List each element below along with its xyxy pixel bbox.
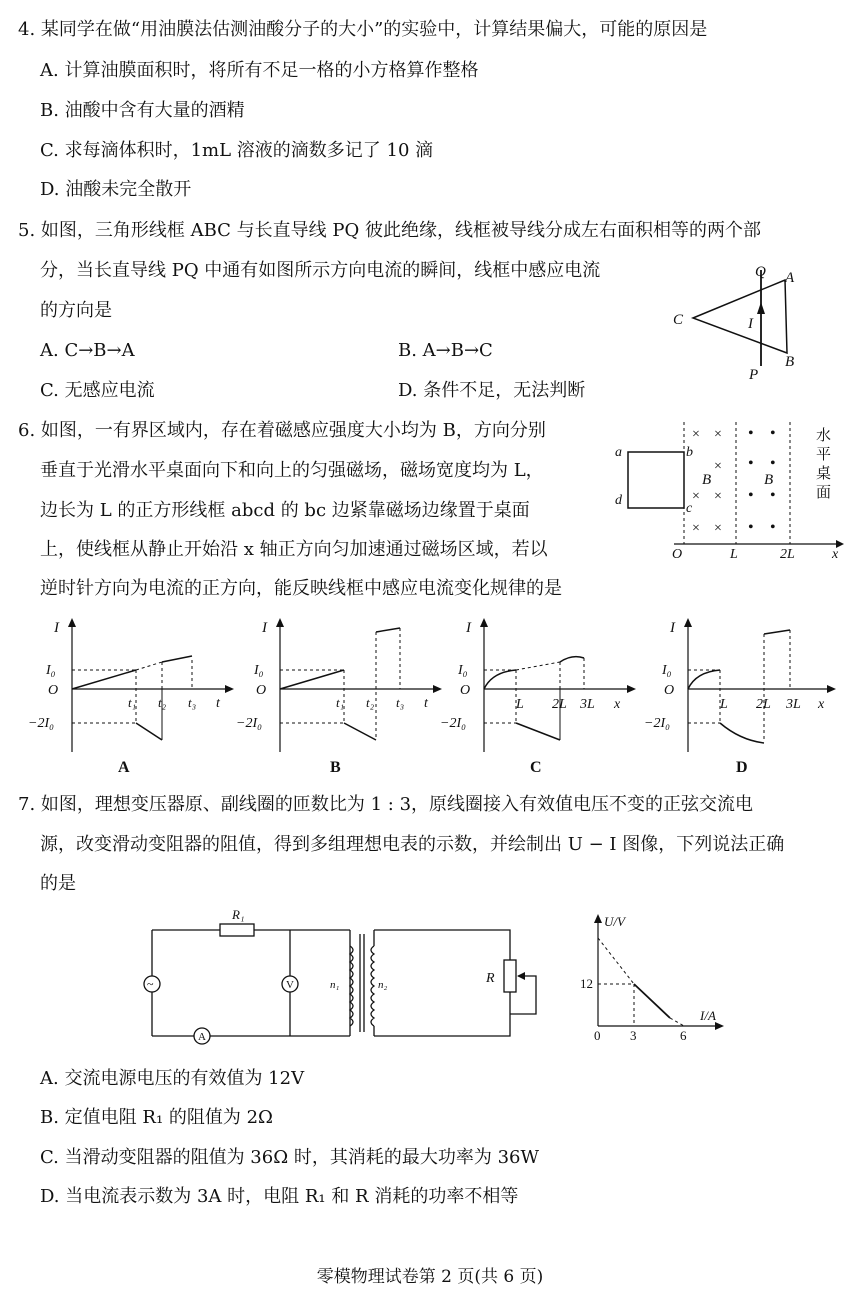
svg-text:R₁: R₁: [232, 907, 245, 922]
svg-text:•: •: [748, 425, 754, 442]
svg-text:12: 12: [580, 976, 593, 991]
q6-graphs: [28, 612, 840, 777]
q7-ui-graph: [580, 908, 730, 1048]
label-b: B: [785, 354, 795, 370]
label-2l: 2L: [780, 547, 795, 562]
q6-stem-line5: 逆时针方向为电流的正方向，能反映线框中感应电流变化规律的是: [40, 578, 562, 599]
graph-d: [644, 618, 836, 776]
svg-text:•: •: [748, 455, 754, 472]
svg-text:•: •: [770, 425, 776, 442]
svg-text:t₃: t₃: [396, 695, 405, 710]
svg-text:×: ×: [692, 521, 700, 536]
svg-text:R: R: [486, 971, 495, 986]
label-q: Q: [755, 264, 766, 280]
svg-text:L: L: [720, 697, 728, 712]
graph-c-label: C: [530, 759, 542, 776]
label-x: x: [832, 547, 839, 562]
label-c: C: [673, 312, 684, 328]
label-i: I: [748, 316, 753, 332]
svg-text:V: V: [286, 979, 294, 991]
svg-text:•: •: [748, 487, 754, 504]
svg-text:0: 0: [594, 1028, 601, 1043]
svg-text:•: •: [748, 519, 754, 536]
svg-text:×: ×: [714, 521, 722, 536]
svg-text:t: t: [216, 696, 220, 711]
svg-text:O: O: [256, 683, 267, 698]
svg-text:x: x: [614, 697, 621, 712]
q7-option-a: A. 交流电源电压的有效值为 12V: [40, 1068, 305, 1089]
svg-text:I₀: I₀: [254, 663, 264, 678]
q6-stem-line1: 6. 如图，一有界区域内，存在着磁感应强度大小均为 B，方向分别: [18, 420, 546, 441]
svg-text:3: 3: [630, 1028, 637, 1043]
graph-b-label: B: [330, 759, 341, 776]
label-d: d: [615, 493, 622, 508]
svg-text:6: 6: [680, 1028, 687, 1043]
svg-text:U/V: U/V: [604, 914, 625, 929]
label-b-field2: B: [764, 472, 774, 488]
svg-text:•: •: [770, 455, 776, 472]
svg-text:I: I: [466, 620, 471, 636]
svg-text:I: I: [262, 620, 267, 636]
q7-stem-line3: 的是: [40, 873, 76, 894]
label-a: A: [785, 270, 795, 286]
svg-text:x: x: [818, 697, 825, 712]
q6-field-figure: [610, 418, 850, 562]
q7-stem-line1: 7. 如图，理想变压器原、副线圈的匝数比为 1 : 3，原线圈接入有效值电压不变的正弦交流电: [18, 794, 754, 815]
svg-text:−2I₀: −2I₀: [440, 716, 466, 731]
graph-a: [28, 618, 234, 776]
svg-text:n₁: n₁: [330, 979, 340, 991]
graph-d-label: D: [736, 759, 748, 776]
svg-text:O: O: [460, 683, 471, 698]
svg-text:×: ×: [692, 489, 700, 504]
svg-text:−2I₀: −2I₀: [236, 716, 262, 731]
svg-text:~: ~: [147, 977, 154, 991]
svg-text:I₀: I₀: [46, 663, 56, 678]
q7-circuit: [140, 904, 560, 1049]
label-l: L: [730, 547, 738, 562]
q5-stem-line3: 的方向是: [40, 300, 112, 321]
svg-text:I: I: [54, 620, 59, 636]
svg-text:n₂: n₂: [378, 979, 388, 991]
q5-option-a: A. C→B→A: [40, 340, 135, 361]
q4-option-b: B. 油酸中含有大量的酒精: [40, 100, 245, 121]
svg-text:I: I: [670, 620, 675, 636]
svg-text:3L: 3L: [580, 697, 595, 712]
svg-text:I₀: I₀: [662, 663, 672, 678]
svg-text:•: •: [770, 519, 776, 536]
svg-text:2L: 2L: [552, 697, 567, 712]
q5-option-d: D. 条件不足，无法判断: [398, 380, 586, 401]
svg-text:t₁: t₁: [336, 695, 345, 710]
q4-option-c: C. 求每滴体积时，1mL 溶液的滴数多记了 10 滴: [40, 140, 434, 161]
svg-text:O: O: [48, 683, 59, 698]
svg-text:2L: 2L: [756, 697, 771, 712]
q6-stem-line3: 边长为 L 的正方形线框 abcd 的 bc 边紧靠磁场边缘置于桌面: [40, 500, 530, 521]
q6-stem-line4: 上，使线框从静止开始沿 x 轴正方向匀加速通过磁场区域，若以: [40, 539, 548, 560]
svg-text:3L: 3L: [786, 697, 801, 712]
svg-text:t₂: t₂: [158, 695, 167, 710]
svg-text:t₃: t₃: [188, 695, 197, 710]
q7-stem-line2: 源，改变滑动变阻器的阻值，得到多组理想电表的示数，并绘制出 U − I 图像，下列说法正确: [40, 834, 785, 855]
page-footer: 零模物理试卷第 2 页(共 6 页): [316, 1267, 544, 1287]
q4-option-a: A. 计算油膜面积时，将所有不足一格的小方格算作整格: [40, 60, 479, 81]
svg-text:t₂: t₂: [366, 695, 375, 710]
q7-option-d: D. 当电流表示数为 3A 时，电阻 R₁ 和 R 消耗的功率不相等: [40, 1186, 519, 1207]
svg-text:•: •: [770, 487, 776, 504]
svg-text:−2I₀: −2I₀: [28, 716, 54, 731]
svg-text:A: A: [198, 1031, 206, 1043]
q5-stem-line2: 分，当长直导线 PQ 中通有如图所示方向电流的瞬间，线框中感应电流: [40, 260, 601, 281]
q4-option-d: D. 油酸未完全散开: [40, 179, 192, 200]
svg-text:×: ×: [714, 459, 722, 474]
graph-b: [236, 618, 442, 776]
label-p: P: [749, 367, 759, 383]
svg-text:t: t: [424, 696, 428, 711]
q6-stem-line2: 垂直于光滑水平桌面向下和向上的匀强磁场，磁场宽度均为 L，: [40, 460, 544, 481]
q7-option-b: B. 定值电阻 R₁ 的阻值为 2Ω: [40, 1107, 273, 1128]
q4-stem: 4. 某同学在做“用油膜法估测油酸分子的大小”的实验中，计算结果偏大，可能的原因是: [18, 19, 708, 40]
q5-option-b: B. A→B→C: [398, 340, 493, 361]
svg-text:O: O: [664, 683, 675, 698]
q5-triangle-figure: [665, 258, 845, 388]
label-b-field1: B: [702, 472, 712, 488]
desk-label: 水平 桌面: [816, 428, 832, 501]
svg-text:−2I₀: −2I₀: [644, 716, 670, 731]
svg-text:I₀: I₀: [458, 663, 468, 678]
svg-text:I/A: I/A: [700, 1008, 716, 1023]
graph-c: [440, 618, 636, 776]
graph-a-label: A: [118, 759, 130, 776]
q5-stem-line1: 5. 如图，三角形线框 ABC 与长直导线 PQ 彼此绝缘，线框被导线分成左右面积相等的两个部: [18, 220, 761, 241]
label-b: b: [686, 445, 693, 460]
svg-text:L: L: [516, 697, 524, 712]
svg-text:t₁: t₁: [128, 695, 137, 710]
q5-option-c: C. 无感应电流: [40, 380, 155, 401]
label-c: c: [686, 501, 693, 516]
label-a: a: [615, 445, 622, 460]
svg-text:×: ×: [692, 427, 700, 442]
q7-option-c: C. 当滑动变阻器的阻值为 36Ω 时，其消耗的最大功率为 36W: [40, 1147, 539, 1168]
svg-text:×: ×: [714, 427, 722, 442]
svg-text:×: ×: [714, 489, 722, 504]
label-o: O: [672, 547, 683, 562]
